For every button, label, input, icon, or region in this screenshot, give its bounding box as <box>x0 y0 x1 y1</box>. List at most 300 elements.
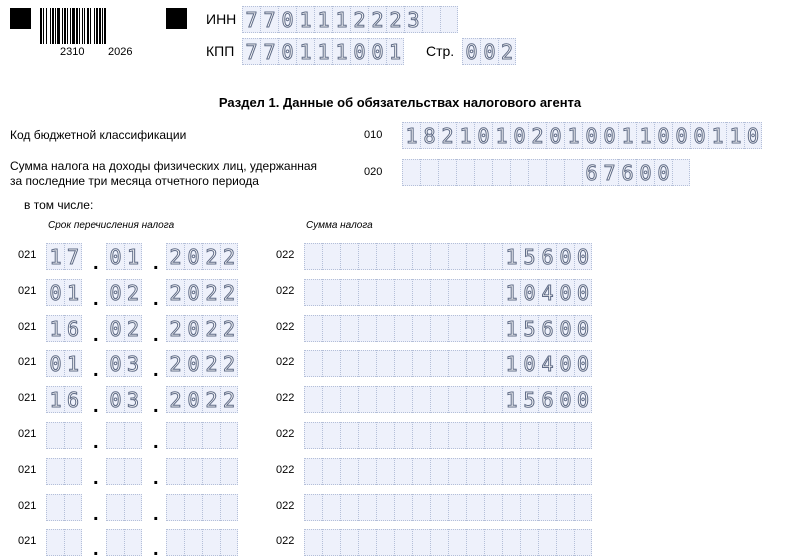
tax-sum-field[interactable] <box>402 159 690 186</box>
digit-cell[interactable] <box>106 422 124 449</box>
digit-cell[interactable] <box>466 529 484 556</box>
digit-cell[interactable] <box>412 315 430 342</box>
digit-cell[interactable]: 1 <box>456 122 474 149</box>
digit-cell[interactable]: 0 <box>184 279 202 306</box>
digit-cell[interactable]: 0 <box>744 122 762 149</box>
digit-cell[interactable] <box>528 159 546 186</box>
digit-cell[interactable]: 0 <box>600 122 618 149</box>
digit-cell[interactable] <box>184 494 202 521</box>
digit-cell[interactable]: 0 <box>350 38 368 65</box>
digit-cell[interactable] <box>304 458 322 485</box>
digit-cell[interactable] <box>412 279 430 306</box>
digit-cell[interactable] <box>430 494 448 521</box>
digit-cell[interactable]: 1 <box>502 279 520 306</box>
digit-cell[interactable] <box>448 494 466 521</box>
digit-cell[interactable]: 1 <box>564 122 582 149</box>
digit-cell[interactable] <box>202 422 220 449</box>
payment-sum-field[interactable] <box>304 243 592 270</box>
digit-cell[interactable] <box>484 243 502 270</box>
digit-cell[interactable] <box>546 159 564 186</box>
digit-cell[interactable]: 0 <box>480 38 498 65</box>
digit-cell[interactable] <box>394 243 412 270</box>
digit-cell[interactable] <box>64 422 82 449</box>
digit-cell[interactable]: 2 <box>220 243 238 270</box>
digit-cell[interactable] <box>184 422 202 449</box>
digit-cell[interactable] <box>376 386 394 413</box>
digit-cell[interactable] <box>340 243 358 270</box>
digit-cell[interactable] <box>304 529 322 556</box>
digit-cell[interactable] <box>440 6 458 33</box>
digit-cell[interactable] <box>376 458 394 485</box>
digit-cell[interactable]: 6 <box>618 159 636 186</box>
digit-cell[interactable] <box>166 422 184 449</box>
digit-cell[interactable] <box>304 422 322 449</box>
digit-cell[interactable] <box>394 279 412 306</box>
digit-cell[interactable] <box>394 422 412 449</box>
digit-cell[interactable] <box>574 494 592 521</box>
payment-day-field[interactable] <box>46 350 82 377</box>
digit-cell[interactable]: 2 <box>202 279 220 306</box>
digit-cell[interactable] <box>124 529 142 556</box>
payment-month-field[interactable] <box>106 422 142 449</box>
payment-day-field[interactable] <box>46 315 82 342</box>
digit-cell[interactable] <box>538 529 556 556</box>
digit-cell[interactable] <box>358 422 376 449</box>
digit-cell[interactable] <box>304 243 322 270</box>
digit-cell[interactable] <box>448 529 466 556</box>
digit-cell[interactable]: 1 <box>502 243 520 270</box>
digit-cell[interactable]: 1 <box>46 243 64 270</box>
digit-cell[interactable] <box>484 279 502 306</box>
digit-cell[interactable]: 0 <box>556 243 574 270</box>
digit-cell[interactable] <box>106 494 124 521</box>
digit-cell[interactable]: 0 <box>690 122 708 149</box>
digit-cell[interactable]: 2 <box>202 315 220 342</box>
digit-cell[interactable] <box>448 315 466 342</box>
digit-cell[interactable]: 0 <box>654 159 672 186</box>
digit-cell[interactable] <box>322 494 340 521</box>
digit-cell[interactable] <box>448 279 466 306</box>
digit-cell[interactable] <box>220 529 238 556</box>
digit-cell[interactable] <box>466 279 484 306</box>
digit-cell[interactable]: 1 <box>708 122 726 149</box>
digit-cell[interactable]: 0 <box>582 122 600 149</box>
digit-cell[interactable] <box>430 529 448 556</box>
digit-cell[interactable] <box>322 422 340 449</box>
digit-cell[interactable] <box>322 350 340 377</box>
digit-cell[interactable]: 6 <box>538 315 556 342</box>
digit-cell[interactable] <box>394 529 412 556</box>
digit-cell[interactable] <box>556 529 574 556</box>
payment-year-field[interactable] <box>166 243 238 270</box>
digit-cell[interactable] <box>322 458 340 485</box>
digit-cell[interactable] <box>304 279 322 306</box>
digit-cell[interactable] <box>220 422 238 449</box>
digit-cell[interactable] <box>474 159 492 186</box>
digit-cell[interactable] <box>340 315 358 342</box>
payment-sum-field[interactable] <box>304 350 592 377</box>
digit-cell[interactable]: 0 <box>46 279 64 306</box>
digit-cell[interactable] <box>520 494 538 521</box>
digit-cell[interactable]: 2 <box>498 38 516 65</box>
digit-cell[interactable] <box>376 350 394 377</box>
digit-cell[interactable] <box>394 315 412 342</box>
digit-cell[interactable] <box>340 529 358 556</box>
digit-cell[interactable] <box>376 494 394 521</box>
digit-cell[interactable]: 0 <box>510 122 528 149</box>
digit-cell[interactable]: 5 <box>520 386 538 413</box>
digit-cell[interactable] <box>394 386 412 413</box>
digit-cell[interactable] <box>106 529 124 556</box>
digit-cell[interactable]: 6 <box>538 243 556 270</box>
digit-cell[interactable]: 7 <box>64 243 82 270</box>
digit-cell[interactable] <box>202 458 220 485</box>
digit-cell[interactable] <box>448 386 466 413</box>
digit-cell[interactable]: 1 <box>314 6 332 33</box>
digit-cell[interactable] <box>520 529 538 556</box>
digit-cell[interactable]: 2 <box>124 315 142 342</box>
digit-cell[interactable] <box>304 350 322 377</box>
digit-cell[interactable] <box>304 386 322 413</box>
digit-cell[interactable] <box>484 350 502 377</box>
digit-cell[interactable]: 0 <box>574 315 592 342</box>
digit-cell[interactable]: 0 <box>654 122 672 149</box>
payment-sum-field[interactable] <box>304 279 592 306</box>
digit-cell[interactable]: 1 <box>124 243 142 270</box>
payment-month-field[interactable] <box>106 279 142 306</box>
digit-cell[interactable] <box>430 422 448 449</box>
digit-cell[interactable]: 2 <box>438 122 456 149</box>
digit-cell[interactable]: 1 <box>332 6 350 33</box>
kbk-field[interactable] <box>402 122 762 149</box>
payment-month-field[interactable] <box>106 386 142 413</box>
digit-cell[interactable] <box>64 494 82 521</box>
digit-cell[interactable]: 2 <box>368 6 386 33</box>
digit-cell[interactable] <box>448 458 466 485</box>
payment-year-field[interactable] <box>166 529 238 556</box>
digit-cell[interactable] <box>430 386 448 413</box>
kpp-field[interactable] <box>242 38 404 65</box>
digit-cell[interactable]: 8 <box>420 122 438 149</box>
payment-day-field[interactable] <box>46 458 82 485</box>
digit-cell[interactable] <box>322 315 340 342</box>
digit-cell[interactable]: 0 <box>574 279 592 306</box>
digit-cell[interactable]: 1 <box>296 6 314 33</box>
digit-cell[interactable] <box>340 494 358 521</box>
digit-cell[interactable] <box>556 458 574 485</box>
digit-cell[interactable] <box>376 422 394 449</box>
payment-month-field[interactable] <box>106 458 142 485</box>
digit-cell[interactable] <box>322 279 340 306</box>
digit-cell[interactable]: 1 <box>46 315 64 342</box>
digit-cell[interactable] <box>376 315 394 342</box>
digit-cell[interactable] <box>184 529 202 556</box>
digit-cell[interactable]: 0 <box>520 279 538 306</box>
digit-cell[interactable] <box>340 458 358 485</box>
digit-cell[interactable] <box>220 494 238 521</box>
digit-cell[interactable] <box>376 529 394 556</box>
digit-cell[interactable]: 2 <box>124 279 142 306</box>
digit-cell[interactable] <box>420 159 438 186</box>
digit-cell[interactable]: 6 <box>64 315 82 342</box>
digit-cell[interactable]: 1 <box>726 122 744 149</box>
digit-cell[interactable] <box>322 386 340 413</box>
digit-cell[interactable] <box>376 243 394 270</box>
digit-cell[interactable] <box>412 494 430 521</box>
digit-cell[interactable] <box>412 350 430 377</box>
digit-cell[interactable]: 2 <box>528 122 546 149</box>
digit-cell[interactable] <box>466 458 484 485</box>
digit-cell[interactable]: 1 <box>618 122 636 149</box>
payment-sum-field[interactable] <box>304 315 592 342</box>
payment-month-field[interactable] <box>106 350 142 377</box>
digit-cell[interactable]: 6 <box>582 159 600 186</box>
digit-cell[interactable]: 7 <box>242 38 260 65</box>
digit-cell[interactable] <box>492 159 510 186</box>
digit-cell[interactable]: 2 <box>166 243 184 270</box>
digit-cell[interactable]: 0 <box>574 350 592 377</box>
digit-cell[interactable] <box>502 529 520 556</box>
digit-cell[interactable] <box>574 458 592 485</box>
payment-sum-field[interactable] <box>304 422 592 449</box>
digit-cell[interactable]: 2 <box>386 6 404 33</box>
digit-cell[interactable] <box>184 458 202 485</box>
digit-cell[interactable]: 0 <box>184 350 202 377</box>
digit-cell[interactable] <box>46 458 64 485</box>
digit-cell[interactable] <box>394 494 412 521</box>
digit-cell[interactable]: 4 <box>538 279 556 306</box>
digit-cell[interactable]: 2 <box>166 315 184 342</box>
payment-year-field[interactable] <box>166 279 238 306</box>
payment-year-field[interactable] <box>166 422 238 449</box>
digit-cell[interactable] <box>358 494 376 521</box>
digit-cell[interactable]: 0 <box>556 350 574 377</box>
digit-cell[interactable] <box>340 350 358 377</box>
digit-cell[interactable] <box>466 386 484 413</box>
payment-month-field[interactable] <box>106 494 142 521</box>
digit-cell[interactable]: 0 <box>574 386 592 413</box>
digit-cell[interactable] <box>202 494 220 521</box>
digit-cell[interactable] <box>430 279 448 306</box>
digit-cell[interactable]: 0 <box>474 122 492 149</box>
digit-cell[interactable] <box>322 529 340 556</box>
digit-cell[interactable]: 0 <box>106 386 124 413</box>
digit-cell[interactable] <box>502 458 520 485</box>
digit-cell[interactable] <box>466 243 484 270</box>
digit-cell[interactable] <box>502 494 520 521</box>
digit-cell[interactable] <box>166 458 184 485</box>
digit-cell[interactable] <box>220 458 238 485</box>
digit-cell[interactable]: 0 <box>556 386 574 413</box>
payment-sum-field[interactable] <box>304 529 592 556</box>
payment-month-field[interactable] <box>106 529 142 556</box>
digit-cell[interactable] <box>672 159 690 186</box>
digit-cell[interactable] <box>538 422 556 449</box>
digit-cell[interactable] <box>484 529 502 556</box>
digit-cell[interactable]: 3 <box>124 386 142 413</box>
digit-cell[interactable] <box>574 529 592 556</box>
digit-cell[interactable] <box>394 350 412 377</box>
digit-cell[interactable] <box>556 494 574 521</box>
digit-cell[interactable] <box>358 350 376 377</box>
digit-cell[interactable] <box>358 529 376 556</box>
digit-cell[interactable]: 0 <box>106 315 124 342</box>
digit-cell[interactable]: 0 <box>520 350 538 377</box>
digit-cell[interactable]: 1 <box>402 122 420 149</box>
payment-month-field[interactable] <box>106 243 142 270</box>
digit-cell[interactable] <box>340 386 358 413</box>
digit-cell[interactable]: 7 <box>600 159 618 186</box>
digit-cell[interactable]: 0 <box>462 38 480 65</box>
digit-cell[interactable]: 0 <box>556 279 574 306</box>
digit-cell[interactable] <box>484 422 502 449</box>
digit-cell[interactable] <box>202 529 220 556</box>
digit-cell[interactable]: 0 <box>574 243 592 270</box>
digit-cell[interactable] <box>564 159 582 186</box>
digit-cell[interactable]: 2 <box>220 315 238 342</box>
digit-cell[interactable] <box>466 422 484 449</box>
digit-cell[interactable] <box>520 422 538 449</box>
digit-cell[interactable]: 2 <box>220 279 238 306</box>
digit-cell[interactable]: 2 <box>166 279 184 306</box>
digit-cell[interactable]: 0 <box>636 159 654 186</box>
digit-cell[interactable]: 2 <box>166 350 184 377</box>
digit-cell[interactable]: 2 <box>350 6 368 33</box>
digit-cell[interactable]: 2 <box>166 386 184 413</box>
digit-cell[interactable] <box>412 422 430 449</box>
digit-cell[interactable] <box>46 529 64 556</box>
digit-cell[interactable]: 0 <box>278 38 296 65</box>
digit-cell[interactable] <box>456 159 474 186</box>
digit-cell[interactable] <box>412 458 430 485</box>
digit-cell[interactable] <box>106 458 124 485</box>
digit-cell[interactable] <box>438 159 456 186</box>
digit-cell[interactable]: 0 <box>46 350 64 377</box>
payment-day-field[interactable] <box>46 422 82 449</box>
digit-cell[interactable] <box>124 458 142 485</box>
digit-cell[interactable]: 5 <box>520 315 538 342</box>
digit-cell[interactable] <box>322 243 340 270</box>
digit-cell[interactable] <box>412 529 430 556</box>
digit-cell[interactable] <box>484 386 502 413</box>
digit-cell[interactable]: 0 <box>368 38 386 65</box>
digit-cell[interactable] <box>124 494 142 521</box>
digit-cell[interactable] <box>448 350 466 377</box>
digit-cell[interactable] <box>430 315 448 342</box>
digit-cell[interactable] <box>422 6 440 33</box>
payment-sum-field[interactable] <box>304 458 592 485</box>
digit-cell[interactable] <box>358 279 376 306</box>
digit-cell[interactable]: 6 <box>538 386 556 413</box>
payment-year-field[interactable] <box>166 350 238 377</box>
digit-cell[interactable]: 2 <box>220 386 238 413</box>
digit-cell[interactable] <box>538 494 556 521</box>
digit-cell[interactable] <box>124 422 142 449</box>
digit-cell[interactable]: 0 <box>278 6 296 33</box>
digit-cell[interactable]: 6 <box>64 386 82 413</box>
digit-cell[interactable] <box>46 422 64 449</box>
payment-sum-field[interactable] <box>304 494 592 521</box>
digit-cell[interactable]: 5 <box>520 243 538 270</box>
digit-cell[interactable]: 0 <box>106 350 124 377</box>
digit-cell[interactable] <box>340 279 358 306</box>
digit-cell[interactable]: 1 <box>502 315 520 342</box>
digit-cell[interactable]: 7 <box>260 38 278 65</box>
payment-day-field[interactable] <box>46 279 82 306</box>
digit-cell[interactable] <box>64 458 82 485</box>
digit-cell[interactable]: 1 <box>636 122 654 149</box>
digit-cell[interactable] <box>340 422 358 449</box>
digit-cell[interactable]: 7 <box>242 6 260 33</box>
digit-cell[interactable] <box>448 422 466 449</box>
digit-cell[interactable] <box>166 494 184 521</box>
digit-cell[interactable]: 0 <box>184 243 202 270</box>
payment-year-field[interactable] <box>166 315 238 342</box>
digit-cell[interactable] <box>574 422 592 449</box>
digit-cell[interactable]: 7 <box>260 6 278 33</box>
digit-cell[interactable] <box>358 243 376 270</box>
digit-cell[interactable] <box>466 315 484 342</box>
digit-cell[interactable]: 1 <box>332 38 350 65</box>
digit-cell[interactable] <box>304 315 322 342</box>
digit-cell[interactable] <box>448 243 466 270</box>
digit-cell[interactable] <box>484 315 502 342</box>
digit-cell[interactable]: 4 <box>538 350 556 377</box>
digit-cell[interactable]: 1 <box>314 38 332 65</box>
payment-month-field[interactable] <box>106 315 142 342</box>
digit-cell[interactable]: 1 <box>64 350 82 377</box>
digit-cell[interactable]: 0 <box>184 386 202 413</box>
digit-cell[interactable] <box>466 350 484 377</box>
digit-cell[interactable]: 3 <box>124 350 142 377</box>
digit-cell[interactable] <box>520 458 538 485</box>
digit-cell[interactable]: 0 <box>106 243 124 270</box>
digit-cell[interactable] <box>304 494 322 521</box>
digit-cell[interactable]: 1 <box>502 350 520 377</box>
digit-cell[interactable] <box>412 243 430 270</box>
digit-cell[interactable] <box>510 159 528 186</box>
digit-cell[interactable] <box>166 529 184 556</box>
digit-cell[interactable] <box>358 386 376 413</box>
digit-cell[interactable] <box>466 494 484 521</box>
digit-cell[interactable] <box>64 529 82 556</box>
page-number-field[interactable] <box>462 38 516 65</box>
payment-day-field[interactable] <box>46 529 82 556</box>
digit-cell[interactable]: 0 <box>556 315 574 342</box>
digit-cell[interactable] <box>484 494 502 521</box>
digit-cell[interactable]: 1 <box>64 279 82 306</box>
digit-cell[interactable] <box>394 458 412 485</box>
digit-cell[interactable] <box>46 494 64 521</box>
digit-cell[interactable]: 1 <box>502 386 520 413</box>
digit-cell[interactable]: 2 <box>202 350 220 377</box>
digit-cell[interactable] <box>502 422 520 449</box>
digit-cell[interactable]: 0 <box>672 122 690 149</box>
payment-year-field[interactable] <box>166 386 238 413</box>
digit-cell[interactable]: 2 <box>202 243 220 270</box>
digit-cell[interactable] <box>430 350 448 377</box>
digit-cell[interactable] <box>358 458 376 485</box>
digit-cell[interactable] <box>484 458 502 485</box>
digit-cell[interactable]: 3 <box>404 6 422 33</box>
digit-cell[interactable] <box>556 422 574 449</box>
digit-cell[interactable]: 1 <box>46 386 64 413</box>
digit-cell[interactable] <box>358 315 376 342</box>
digit-cell[interactable] <box>430 458 448 485</box>
digit-cell[interactable]: 1 <box>296 38 314 65</box>
digit-cell[interactable]: 0 <box>184 315 202 342</box>
digit-cell[interactable]: 1 <box>492 122 510 149</box>
